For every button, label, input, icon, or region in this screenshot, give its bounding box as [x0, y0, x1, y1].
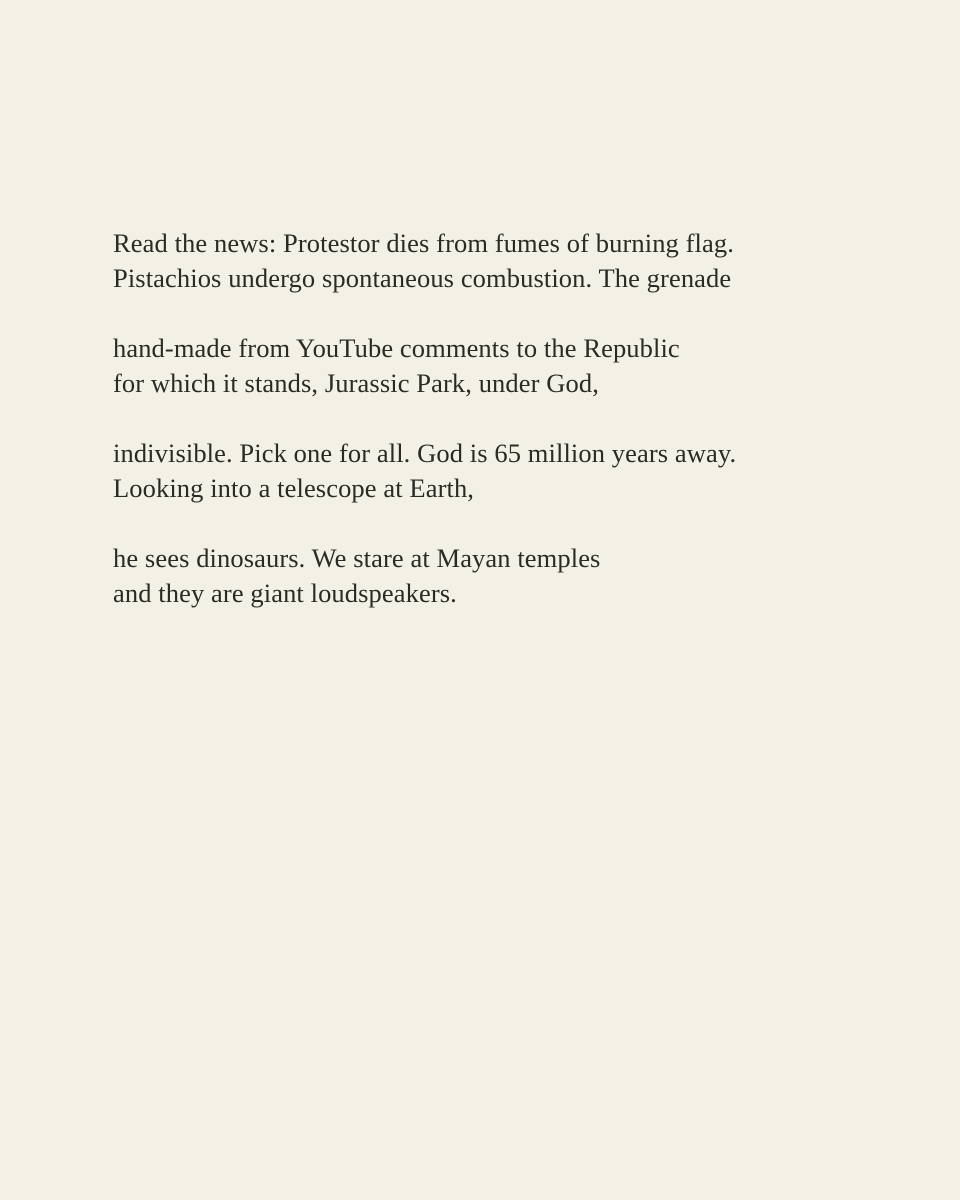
poem-line: for which it stands, Jurassic Park, under God,	[113, 368, 599, 398]
poem-line: Looking into a telescope at Earth,	[113, 473, 475, 503]
stanza-3	[113, 436, 893, 506]
poem-line: indivisible. Pick one for all. God is 65 million years away.	[113, 438, 737, 468]
stanza-1	[113, 226, 893, 296]
poem-line: hand-made from YouTube comments to the Republic	[113, 333, 680, 363]
poem-line: and they are giant loudspeakers.	[113, 578, 457, 608]
poem-line: he sees dinosaurs. We stare at Mayan temples	[113, 543, 601, 573]
poem-line: Read the news: Protestor dies from fumes of burning flag.	[113, 228, 734, 258]
poem-line: Pistachios undergo spontaneous combustion. The grenade	[113, 263, 732, 293]
stanza-2	[113, 331, 893, 401]
stanza-4	[113, 541, 893, 611]
poem-text	[113, 226, 893, 646]
